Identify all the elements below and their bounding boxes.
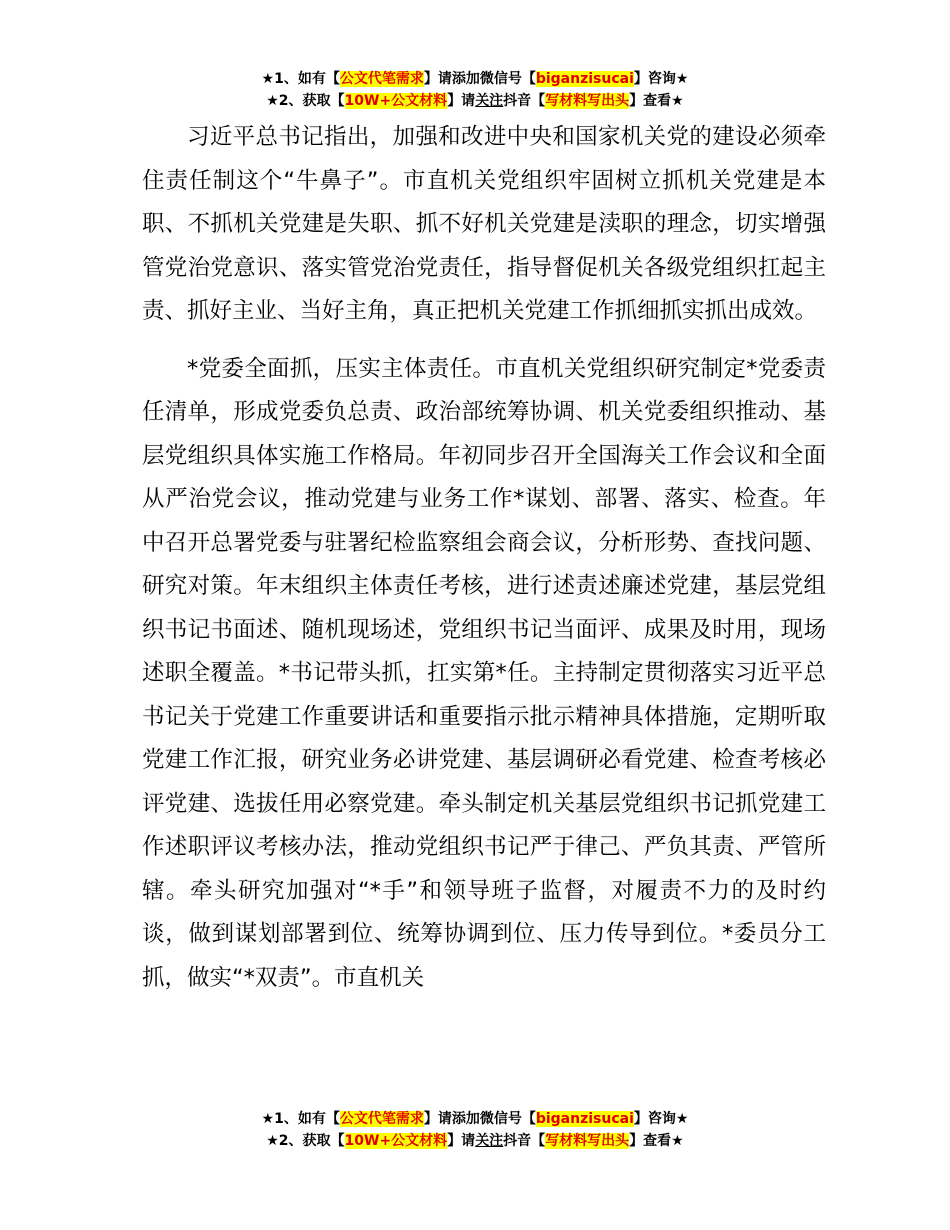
banner-text: 】请添加微信号【 bbox=[423, 71, 536, 87]
banner-text: 抖音【 bbox=[503, 93, 546, 109]
banner-line-2 bbox=[0, 90, 950, 112]
banner-text: 】咨询★ bbox=[633, 1111, 689, 1127]
banner-highlight-wechat: biganzisucai bbox=[535, 71, 634, 87]
banner-text: ★2、获取【 bbox=[266, 1133, 345, 1149]
banner-highlight-wechat: biganzisucai bbox=[535, 1111, 634, 1127]
banner-highlight-douyin: 写材料写出头 bbox=[545, 1133, 630, 1149]
banner-line-1 bbox=[0, 1108, 950, 1130]
banner-underlined-follow: 关注 bbox=[475, 1133, 504, 1149]
banner-text: ★1、如有【 bbox=[261, 1111, 340, 1127]
banner-text: 】请添加微信号【 bbox=[423, 1111, 536, 1127]
banner-highlight-douyin: 写材料写出头 bbox=[545, 93, 630, 109]
banner-highlight-materials: 10W+公文材料 bbox=[344, 93, 448, 109]
banner-text: ★1、如有【 bbox=[261, 71, 340, 87]
banner-text: 】请 bbox=[447, 93, 476, 109]
banner-highlight-service: 公文代笔需求 bbox=[339, 71, 424, 87]
banner-text: 】请 bbox=[447, 1133, 476, 1149]
banner-text: 】咨询★ bbox=[633, 71, 689, 87]
banner-text: 】查看★ bbox=[629, 93, 684, 109]
banner-underlined-follow: 关注 bbox=[475, 93, 504, 109]
banner-text: 抖音【 bbox=[503, 1133, 546, 1149]
paragraph-intro: 习近平总书记指出，加强和改进中央和国家机关党的建设必须牵住责任制这个“牛鼻子”。市直机关党组织牢固树立抓机关党建是本职、不抓机关党建是失职、抓不好机关党建是渎职的理念，切实增强管党治党意识、落实管党治党责任，指导督促机关各级党组织扛起主责、抓好主业、当好主角，真正把机关党建工作抓细抓实抓出成效。 bbox=[142, 124, 826, 324]
header-banner bbox=[0, 68, 950, 112]
banner-highlight-service: 公文代笔需求 bbox=[339, 1111, 424, 1127]
footer-banner bbox=[0, 1108, 950, 1152]
paragraph-responsibility: *党委全面抓，压实主体责任。市直机关党组织研究制定*党委责任清单，形成党委负总责、政治部统筹协调、机关党委组织推动、基层党组织具体实施工作格局。年初同步召开全国海关工作会议和全面从严治党会议，推动党建与业务工作*谋划、部署、落实、检查。年中召开总署党委与驻署纪检监察组会商会议，分析形势、查找问题、研究对策。年末组织主体责任考核，进行述责述廉述党建，基层党组织书记书面述、随机现场述，党组织书记当面评、成果及时用，现场述职全覆盖。*书记带头抓，扛实第*任。主持制定贯彻落实习近平总书记关于党建工作重要讲话和重要指示批示精神具体措施，定期听取党建工作汇报，研究业务必讲党建、基层调研必看党建、检查考核必评党建、选拔任用必察党建。牵头制定机关基层党组织书记抓党建工作述职评议考核办法，推动党组织书记严于律己、严负其责、严管所辖。牵头研究加强对“*手”和领导班子监督，对履责不力的及时约谈，做到谋划部署到位、统筹协调到位、压力传导到位。*委员分工抓，做实“*双责”。市直机关 bbox=[142, 355, 826, 991]
banner-line-1 bbox=[0, 68, 950, 90]
document-body bbox=[142, 116, 826, 1000]
banner-text: 】查看★ bbox=[629, 1133, 684, 1149]
banner-highlight-materials: 10W+公文材料 bbox=[344, 1133, 448, 1149]
banner-text: ★2、获取【 bbox=[266, 93, 345, 109]
banner-line-2 bbox=[0, 1130, 950, 1152]
